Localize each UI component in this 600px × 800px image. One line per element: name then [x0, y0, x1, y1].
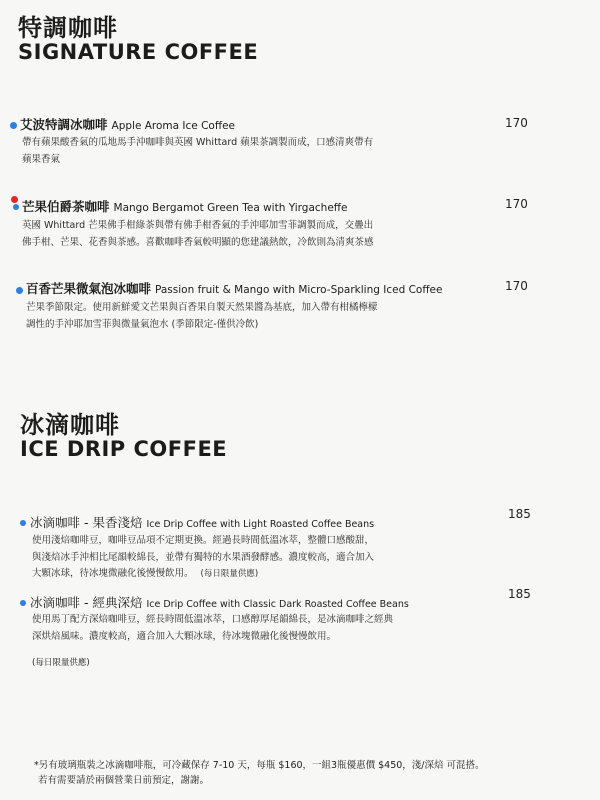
signature-title-zh: 特調咖啡 — [18, 14, 118, 42]
bullet-icon — [20, 600, 26, 606]
bullet-icon — [10, 122, 17, 129]
item-price: 170 — [505, 279, 528, 293]
footnote-line-2: 若有需要請於兩個營業日前預定，謝謝。 — [38, 775, 210, 786]
ice-drip-title-zh: 冰滴咖啡 — [20, 411, 120, 439]
bullet-icon — [16, 287, 23, 294]
footnote-line-1: *另有玻璃瓶裝之冰滴咖啡瓶，可冷藏保存 7-10 天，每瓶 $160，一組3瓶優惠價 $450，淺/深焙 可混搭。 — [34, 760, 485, 771]
bullet-icon — [11, 196, 18, 203]
menu-item-title — [30, 513, 374, 531]
item-description: 英國 Whittard 芒果佛手柑綠茶與帶有佛手柑香氣的手沖耶加雪菲調製而成，交疊出佛手柑、芒果、花香與茶感。喜歡咖啡香氣較明顯的您建議熱飲，冷飲則為清爽茶感 — [22, 220, 374, 248]
bullet-icon — [13, 204, 19, 210]
item-price: 185 — [508, 507, 531, 521]
item-name-zh: 冰滴咖啡 - 果香淺焙 — [30, 515, 143, 530]
item-limited-note: (每日限量供應) — [200, 569, 259, 579]
menu-item-title — [30, 593, 409, 611]
ice-drip-title-en: ICE DRIP COFFEE — [20, 437, 228, 461]
item-name-en: Ice Drip Coffee with Light Roasted Coffee Beans — [146, 519, 375, 530]
menu-item-title — [22, 197, 347, 215]
signature-title-en: SIGNATURE COFFEE — [18, 40, 259, 64]
item-name-en: Mango Bergamot Green Tea with Yirgacheffe — [113, 202, 348, 214]
item-description: 芒果季節限定。使用新鮮愛文芒果與百香果自製天然果醬為基底，加入帶有柑橘檸檬調性的手沖耶加雪菲與微量氣泡水 (季節限定-僅供冷飲) — [26, 302, 378, 330]
item-name-zh: 百香芒果微氣泡冰咖啡 — [26, 281, 152, 296]
menu-item-title — [26, 279, 442, 297]
menu-item-title — [20, 115, 235, 133]
item-name-en: Passion fruit & Mango with Micro-Sparkling Iced Coffee — [155, 284, 443, 296]
item-description: 使用馬丁配方深焙咖啡豆，經長時間低溫冰萃，口感醇厚尾韻綿長，是冰滴咖啡之經典深烘焙風味。濃度較高，適合加入大顆冰球，待冰塊微融化後慢慢飲用。 — [32, 614, 394, 642]
item-description — [32, 533, 382, 583]
bullet-icon — [20, 520, 26, 526]
item-price: 185 — [508, 587, 531, 601]
item-name-en: Apple Aroma Ice Coffee — [111, 120, 236, 132]
item-name-zh: 芒果伯爵茶咖啡 — [22, 199, 110, 214]
item-description-text: 使用淺焙咖啡豆，咖啡豆品項不定期更換。經過長時間低溫冰萃，整體口感酸甜，與淺焙冰手沖相比尾韻較綿長，並帶有獨特的水果酒發酵感。濃度較高，適合加入大顆冰球，待冰塊微融化後慢慢飲用。 — [32, 535, 375, 579]
item-limited-note: (每日限量供應) — [32, 658, 90, 668]
item-description: 帶有蘋果酸香氣的瓜地馬手沖咖啡與英國 Whittard 蘋果茶調製而成，口感清爽帶有蘋果香氣 — [22, 137, 374, 165]
item-name-zh: 冰滴咖啡 - 經典深焙 — [30, 595, 143, 610]
item-price: 170 — [505, 116, 528, 130]
item-price: 170 — [505, 197, 528, 211]
item-name-zh: 艾波特調冰咖啡 — [20, 117, 108, 132]
item-name-en: Ice Drip Coffee with Classic Dark Roasted Coffee Beans — [146, 599, 409, 610]
